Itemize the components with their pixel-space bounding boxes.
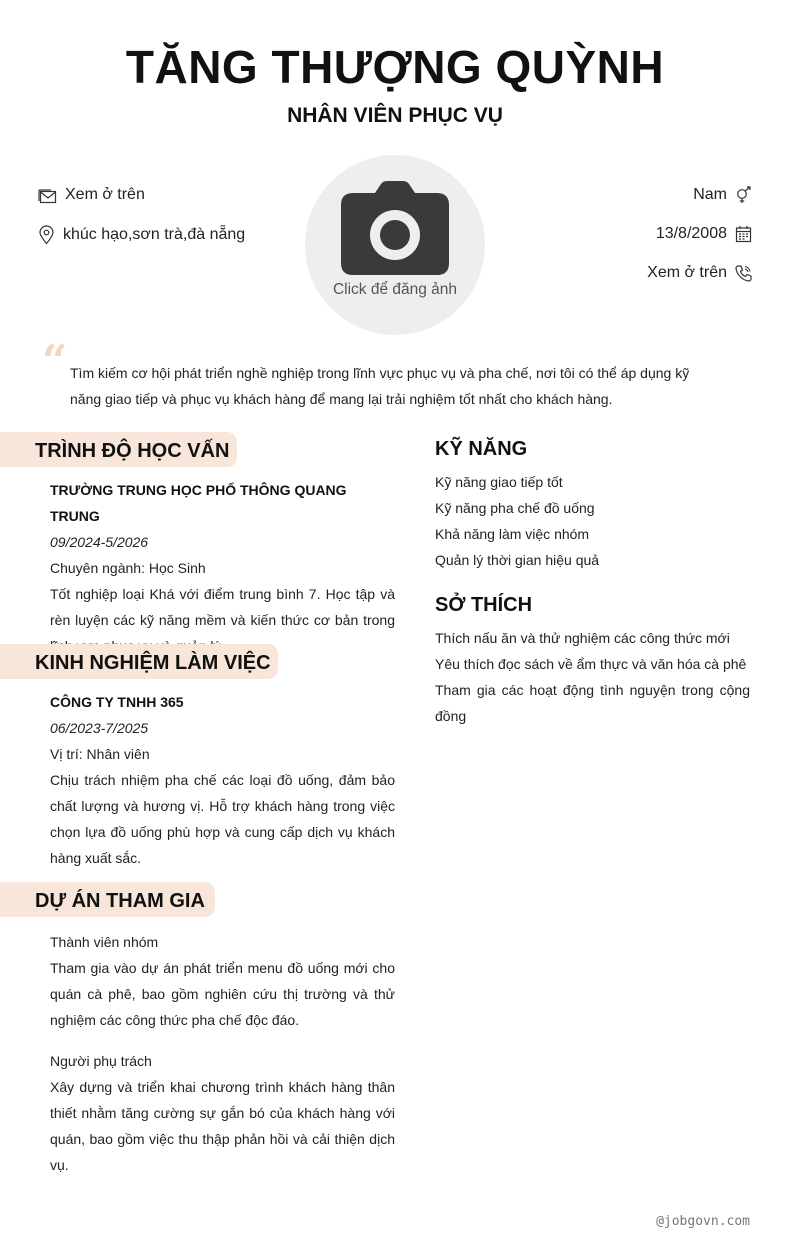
experience-position: Vị trí: Nhân viên (50, 746, 150, 762)
skills-list (435, 469, 750, 573)
location-icon (38, 225, 55, 245)
experience-period: 06/2023-7/2025 (50, 720, 149, 736)
experience-block (50, 689, 395, 871)
candidate-name: TĂNG THƯỢNG QUỲNH (125, 41, 665, 93)
photo-upload-label: Click để đăng ảnh (332, 281, 458, 298)
skill-item: Khả năng làm việc nhóm (435, 526, 590, 542)
education-block (50, 477, 395, 659)
photo-upload[interactable] (305, 155, 485, 335)
project-description: Xây dựng và triển khai chương trình khách hàng thân thiết nhằm tăng cường sự gắn bó của khách hàng với quán, bao gồm việc thu thập phản hồi và cải thiện dịch vụ. (50, 1079, 395, 1173)
project-role: Người phụ trách (50, 1053, 152, 1069)
contact-phone (647, 264, 752, 282)
camera-icon (341, 181, 449, 280)
projects-heading: DỰ ÁN THAM GIA (35, 890, 205, 912)
school-name: TRƯỜNG TRUNG HỌC PHỔ THÔNG QUANG TRUNG (50, 482, 347, 524)
job-title: NHÂN VIÊN PHỤC VỤ (287, 104, 503, 127)
gender-icon (735, 186, 752, 204)
mail-icon (38, 187, 57, 204)
contact-address (38, 225, 245, 245)
quote-icon: “ (42, 336, 68, 387)
career-objective: Tìm kiếm cơ hội phát triển nghề nghiệp trong lĩnh vực phục vụ và pha chế, nơi tôi có thể áp dụng kỹ năng giao tiếp và phục vụ khách hàng để mang lại trải nghiệm tốt nhất cho khách hàng. (70, 365, 690, 407)
hobbies-list (435, 625, 750, 729)
gender-value: Nam (693, 186, 727, 203)
skill-item: Quản lý thời gian hiệu quả (435, 552, 600, 568)
birthday-value: 13/8/2008 (655, 225, 727, 242)
education-period: 09/2024-5/2026 (50, 534, 149, 550)
experience-description: Chịu trách nhiệm pha chế các loại đồ uống, đảm bảo chất lượng và hương vị. Hỗ trợ khách hàng trong việc chọn lựa đồ uống phù hợp và cung cấp dịch vụ khách hàng xuất sắc. (50, 772, 395, 866)
calendar-icon (735, 225, 752, 243)
hobby-item: Thích nấu ăn và thử nghiệm các công thức mới (435, 630, 730, 646)
phone-value: Xem ở trên (647, 264, 727, 281)
skill-item: Kỹ năng giao tiếp tốt (435, 474, 563, 490)
phone-icon (735, 264, 752, 282)
experience-heading: KINH NGHIỆM LÀM VIỆC (35, 652, 271, 674)
skill-item: Kỹ năng pha chế đồ uống (435, 500, 595, 516)
education-major: Chuyên ngành: Học Sinh (50, 560, 206, 576)
company-name: CÔNG TY TNHH 365 (50, 694, 184, 710)
education-description: Tốt nghiệp loại Khá với điểm trung bình 7. Học tập và rèn luyện các kỹ năng mềm và kiến thức cơ bản trong (50, 586, 395, 628)
hobbies-heading: SỞ THÍCH (435, 594, 533, 616)
project-item (50, 929, 395, 1033)
project-item (50, 1048, 395, 1178)
email-value: Xem ở trên (65, 186, 145, 203)
contact-email (38, 186, 145, 204)
hobby-item: Yêu thích đọc sách về ẩm thực và văn hóa cà phê (435, 656, 747, 672)
project-description: Tham gia vào dự án phát triển menu đồ uống mới cho quán cà phê, bao gồm nghiên cứu thị trường và thử nghiệm các công thức pha chế độc đáo. (50, 960, 395, 1028)
hobby-item: Tham gia các hoạt động tình nguyện trong cộng đồng (435, 682, 750, 724)
watermark: @jobgovn.com (656, 1214, 750, 1229)
contact-gender (693, 186, 752, 204)
address-value: khúc hạo,sơn trà,đà nẵng (63, 226, 246, 243)
project-role: Thành viên nhóm (50, 934, 159, 950)
contact-birthday (656, 225, 752, 243)
skills-heading: KỸ NĂNG (435, 438, 528, 460)
education-heading: TRÌNH ĐỘ HỌC VẤN (35, 440, 230, 462)
